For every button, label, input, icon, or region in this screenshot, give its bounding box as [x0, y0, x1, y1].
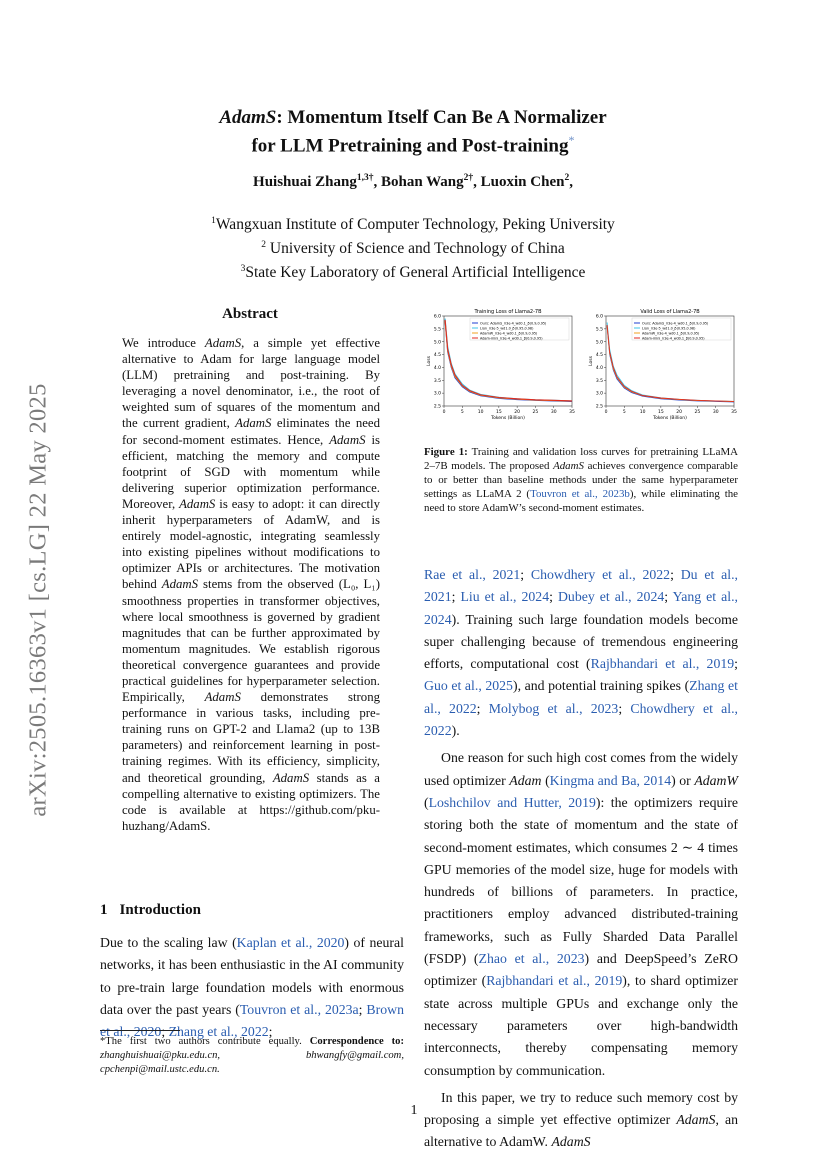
citation-link[interactable]: Kingma and Ba, 2014	[549, 772, 672, 788]
y-tick-label: 4.0	[433, 366, 441, 372]
citation-link[interactable]: Rajbhandari et al., 2019	[590, 656, 735, 672]
figure-1	[424, 306, 738, 432]
y-tick-label: 2.5	[595, 404, 603, 410]
abstract-body: We introduce AdamS, a simple yet effective alternative to Adam for large language model (LLM) pretraining and post-training. By leveraging a novel denominator, i.e., the root of weighted sum of squares of the momentum and the current gradient, AdamS eliminates the need for second-moment estimates. Hence, AdamS is efficient, matching the memory and compute footprint of SGD with momentum while delivering superior optimization performance. Moreover, AdamS is easy to adopt: it can directly inherit hyperparameters of AdamW, and is entirely model-agnostic, integrating seamlessly into existing pipelines without modifications to optimizer APIs or architectures. The motivation behind AdamS stems from the observed (L₀, L₁) smoothness properties in transformer objectives, where local smoothness is governed by gradient magnitudes that can be further approximated by momentum magnitudes. We establish rigorous theoretical convergence guarantees and provide practical guidelines for hyperparameter selection. Empirically, AdamS demonstrates strong performance in various tasks, including pre-training runs on GPT-2 and Llama2 (up to 13B parameters) and reinforcement learning in post-training regimes. With its efficiency, simplicity, and theoretical grounding, AdamS stands as a compelling alternative to existing optimizers. The code is available at https://github.com/pku-huzhang/AdamS.	[122, 336, 381, 833]
y-tick-label: 3.5	[433, 378, 441, 384]
x-tick-label: 15	[657, 410, 664, 415]
chart-title: Training Loss of Llama2-7B	[474, 309, 542, 315]
citation-link[interactable]: Yang et al., 2024	[424, 589, 738, 627]
x-axis-label: Tokens (Billion)	[653, 416, 687, 421]
paragraph: Rae et al., 2021; Chowdhery et al., 2022; Du et al., 2021; Liu et al., 2024; Dubey et al., 2024; Yang et al., 2024). Training such large foundation models become super challenging because of tremendous engineering efforts, computational cost (Rajbhandari et al., 2019; Guo et al., 2025), and potential training spikes (Zhang et al., 2022; Molybog et al., 2023; Chowdhery et al., 2022).	[424, 567, 739, 739]
y-tick-label: 3.0	[595, 391, 603, 397]
chart-title: Valid Loss of Llama2-7B	[640, 309, 700, 315]
x-tick-label: 10	[639, 410, 646, 415]
citation-link[interactable]: Kaplan et al., 2020	[236, 935, 345, 950]
affiliation: $^2$ University of Science and Technology of China	[261, 240, 565, 258]
author-list: Huishuai Zhang$^{1,3\dagger}$, Bohan Wang$^{2\dagger}$, Luoxin Chen$^2$,	[253, 173, 573, 190]
x-tick-label: 35	[569, 410, 575, 415]
x-tick-label: 5	[460, 410, 464, 415]
paper-title: AdamS: Momentum Itself Can Be A Normalizer for LLM Pretraining and Post-training*	[219, 107, 607, 157]
y-tick-label: 3.5	[595, 378, 603, 384]
footnote: *The first two authors contribute equally. Correspondence to: zhanghuishuai@pku.edu.cn, bhwangfy@gmail.com, cpchenpi@mail.ustc.edu.cn.	[100, 1036, 404, 1075]
x-axis-label: Tokens (Billion)	[491, 416, 525, 421]
citation-link[interactable]: Rajbhandari et al., 2019	[486, 973, 623, 989]
citation-link[interactable]: Brown et al., 2020	[100, 1001, 404, 1040]
legend-label: Adam-mini_lr3e-4_wd0.1_β(0.9,0.95)	[642, 336, 705, 341]
citation-link[interactable]: Touvron et al., 2023b	[530, 488, 630, 500]
x-tick-label: 15	[495, 410, 502, 415]
legend-label: Ours: AdamS_lr3e-4_wd0.1_β(0.9,0.95)	[642, 321, 709, 326]
y-tick-label: 6.0	[433, 314, 441, 320]
section-heading: 1 Introduction	[100, 902, 201, 918]
legend-label: Lion_lr3e-5_wd1.0_β(0.95,0.98)	[642, 326, 696, 331]
figure-caption: Figure 1: Training and validation loss curves for pretraining LLaMA 2–7B models. The proposed AdamS achieves convergence comparable to or better than baseline methods under the same hyperparameter settings as LLaMA 2 (Touvron et al., 2023b), while eliminating the need to store AdamW’s second-moment estimates.	[424, 446, 739, 514]
citation-link[interactable]: Chowdhery et al., 2022	[424, 700, 738, 739]
x-tick-label: 25	[694, 410, 701, 415]
footnote-rule	[100, 1030, 180, 1031]
y-tick-label: 4.5	[595, 353, 603, 359]
x-tick-label: 10	[477, 410, 484, 415]
y-tick-label: 5.0	[433, 340, 441, 346]
citation-link[interactable]: Du et al., 2021	[424, 567, 738, 605]
citation-link[interactable]: Liu et al., 2024	[460, 589, 550, 605]
x-tick-label: 35	[731, 410, 737, 415]
x-tick-label: 5	[622, 410, 626, 415]
affiliation: $^1$Wangxuan Institute of Computer Technology, Peking University	[211, 216, 615, 234]
citation-link[interactable]: Zhang et al., 2022	[424, 678, 739, 716]
author: Bohan Wang	[380, 174, 464, 190]
x-tick-label: 20	[514, 410, 521, 415]
citation-link[interactable]: Guo et al., 2025	[424, 678, 513, 694]
y-axis-label: Loss	[589, 356, 594, 366]
x-tick-label: 30	[550, 410, 557, 415]
y-tick-label: 5.5	[433, 327, 441, 333]
arxiv-identifier: arXiv:2505.16363v1 [cs.LG] 22 May 2025	[25, 383, 53, 817]
affiliations	[150, 211, 676, 283]
intro-paragraph: Due to the scaling law (Kaplan et al., 2020) of neural networks, it has been enthusiastic in the AI community to pre-train large foundation models with enormous data over the past years (Touvron et al., 2023a; Brown et al., 2020; Zhang et al., 2022;	[100, 935, 404, 1040]
affiliation: $^3$State Key Laboratory of General Artificial Intelligence	[240, 264, 586, 282]
x-tick-label: 25	[532, 410, 539, 415]
paragraph: One reason for such high cost comes from the widely used optimizer Adam (Kingma and Ba, 2014) or AdamW (Loshchilov and Hutter, 2019): the optimizers require storing both the state of momentum and the state of second-moment estimates, which consumes 2 ∼ 4 times GPU memories of the model size, huge for models with hundreds of billions of parameters. In practice, practitioners employ advanced distributed-training frameworks, such as Fully Sharded Data Parallel (FSDP) (Zhao et al., 2023) and DeepSpeed’s ZeRO optimizer (Rajbhandari et al., 2019), to shard optimizer state across multiple GPUs and exchange only the necessary parameters over high-bandwidth interconnects, thereby compensating memory consumption by communication.	[424, 750, 739, 1078]
y-tick-label: 5.0	[595, 340, 603, 346]
legend-label: Ours: AdamS_lr3e-4_wd0.1_β(0.9,0.95)	[480, 321, 547, 326]
y-tick-label: 3.0	[433, 391, 441, 397]
citation-link[interactable]: Loshchilov and Hutter, 2019	[428, 794, 596, 810]
x-tick-label: 30	[712, 410, 719, 415]
citation-link[interactable]: Chowdhery et al., 2022	[530, 567, 671, 582]
y-axis-label: Loss	[427, 356, 432, 366]
page-number: 1	[410, 1103, 418, 1118]
right-column-body	[424, 564, 738, 1159]
paragraph: In this paper, we try to reduce such memory cost by proposing a simple yet effective optimizer AdamS, an alternative to AdamW. AdamS	[424, 1089, 738, 1150]
y-tick-label: 4.0	[595, 366, 603, 372]
legend-label: Lion_lr3e-5_wd1.0_β(0.95,0.98)	[480, 326, 534, 331]
legend-label: Adam-mini_lr3e-4_wd0.1_β(0.9,0.95)	[480, 336, 543, 341]
y-tick-label: 4.5	[433, 353, 441, 359]
citation-link[interactable]: Zhang et al., 2022	[168, 1024, 269, 1040]
citation-link[interactable]: Rae et al., 2021	[424, 567, 521, 582]
author: Huishuai Zhang	[253, 174, 357, 190]
y-tick-label: 6.0	[595, 314, 603, 320]
y-tick-label: 5.5	[595, 327, 603, 333]
legend-label: AdamW_lr3e-4_wd0.1_β(0.9,0.95)	[480, 331, 538, 336]
y-tick-label: 2.5	[433, 404, 441, 410]
citation-link[interactable]: Touvron et al., 2023a	[239, 1001, 359, 1017]
citation-link[interactable]: Molybog et al., 2023	[488, 700, 619, 716]
abstract-heading: Abstract	[222, 306, 278, 322]
citation-link[interactable]: Dubey et al., 2024	[557, 589, 665, 605]
x-tick-label: 0	[604, 410, 608, 415]
citation-link[interactable]: Zhao et al., 2023	[478, 951, 585, 967]
author: Luoxin Chen	[480, 174, 565, 190]
loss-curves-figure	[424, 306, 738, 432]
legend-label: AdamW_lr3e-4_wd0.1_β(0.9,0.95)	[642, 331, 700, 336]
x-tick-label: 0	[442, 410, 446, 415]
x-tick-label: 20	[676, 410, 683, 415]
